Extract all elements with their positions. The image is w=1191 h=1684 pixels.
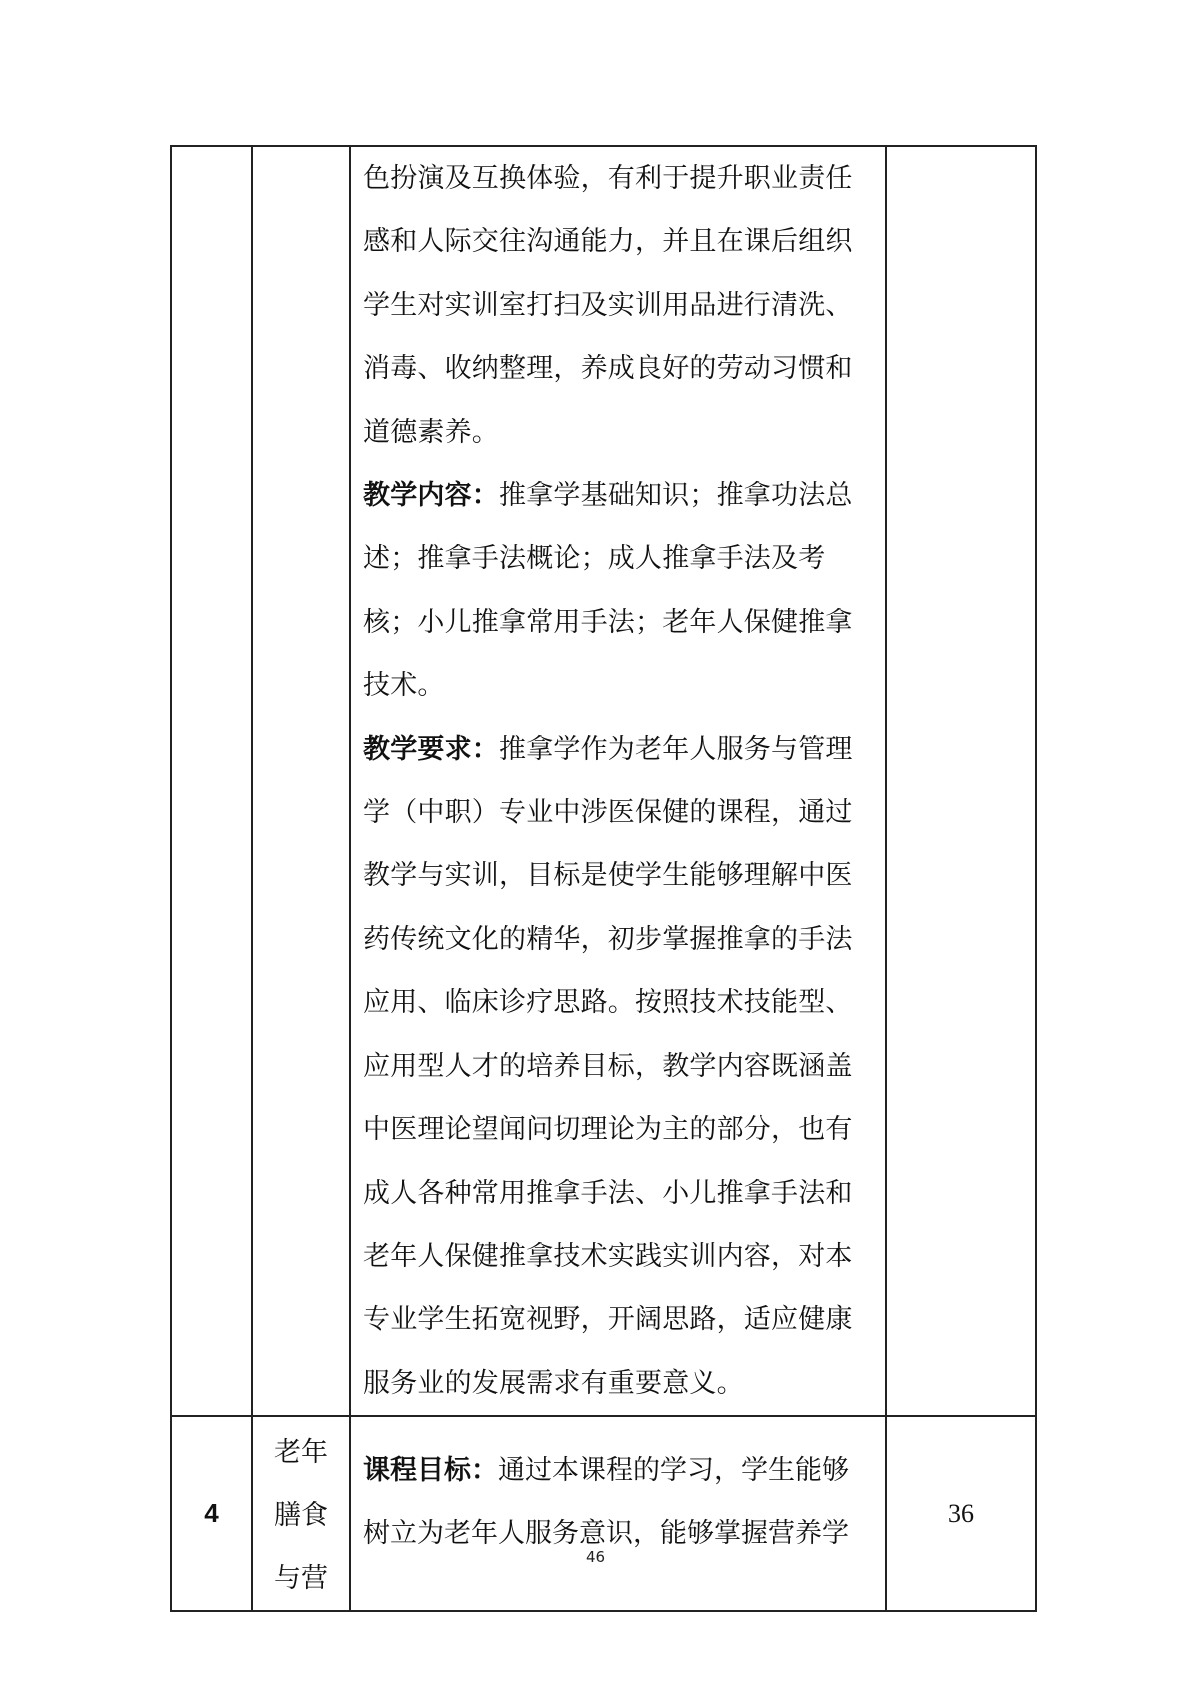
table-row (171, 146, 1036, 1416)
course-number: 4 (204, 1498, 219, 1529)
course-description-cell (350, 1416, 886, 1611)
course-hours-cell (886, 146, 1036, 1416)
course-description-cell (350, 146, 886, 1416)
teaching-requirement-text: 推拿学作为老年人服务与管理学（中职）专业中涉医保健的课程，通过教学与实训，目标是使学生能够理解中医药传统文化的精华，初步掌握推拿的手法应用、临床诊疗思路。按照技术技能型、应用型人才的培养目标，教学内容既涵盖中医理论望闻问切理论为主的部分，也有成人各种常用推拿手法、小儿推拿手法和老年人保健推拿技术实践实训内容，对本专业学生拓宽视野，开阔思路，适应健康服务业的发展需求有重要意义。 (363, 733, 853, 1399)
course-name-cell (252, 146, 350, 1416)
course-description (351, 147, 885, 1415)
course-goal-text: 通过本课程的学习，学生能够树立为老年人服务意识，能够掌握营养学 (363, 1455, 849, 1550)
course-number-cell (171, 1416, 252, 1611)
page-number: 46 (585, 1548, 606, 1566)
course-goal-label: 课程目标： (363, 1455, 498, 1487)
teaching-requirement-label: 教学要求： (363, 733, 499, 765)
course-hours: 36 (948, 1498, 974, 1528)
course-number-cell (171, 146, 252, 1416)
course-table (170, 145, 1037, 1612)
course-name: 老年膳食与营 (274, 1437, 328, 1595)
course-description (351, 1439, 885, 1565)
teaching-content-label: 教学内容： (363, 480, 499, 512)
course-name-cell (252, 1416, 350, 1611)
table-row (171, 1416, 1036, 1611)
paragraph-text: 色扮演及互换体验，有利于提升职业责任感和人际交往沟通能力，并且在课后组织学生对实训室打扫及实训用品进行清洗、消毒、收纳整理，养成良好的劳动习惯和道德素养。 (363, 163, 853, 448)
course-hours-cell (886, 1416, 1036, 1611)
teaching-content-text: 推拿学基础知识；推拿功法总述；推拿手法概论；成人推拿手法及考核；小儿推拿常用手法；老年人保健推拿技术。 (363, 480, 853, 702)
